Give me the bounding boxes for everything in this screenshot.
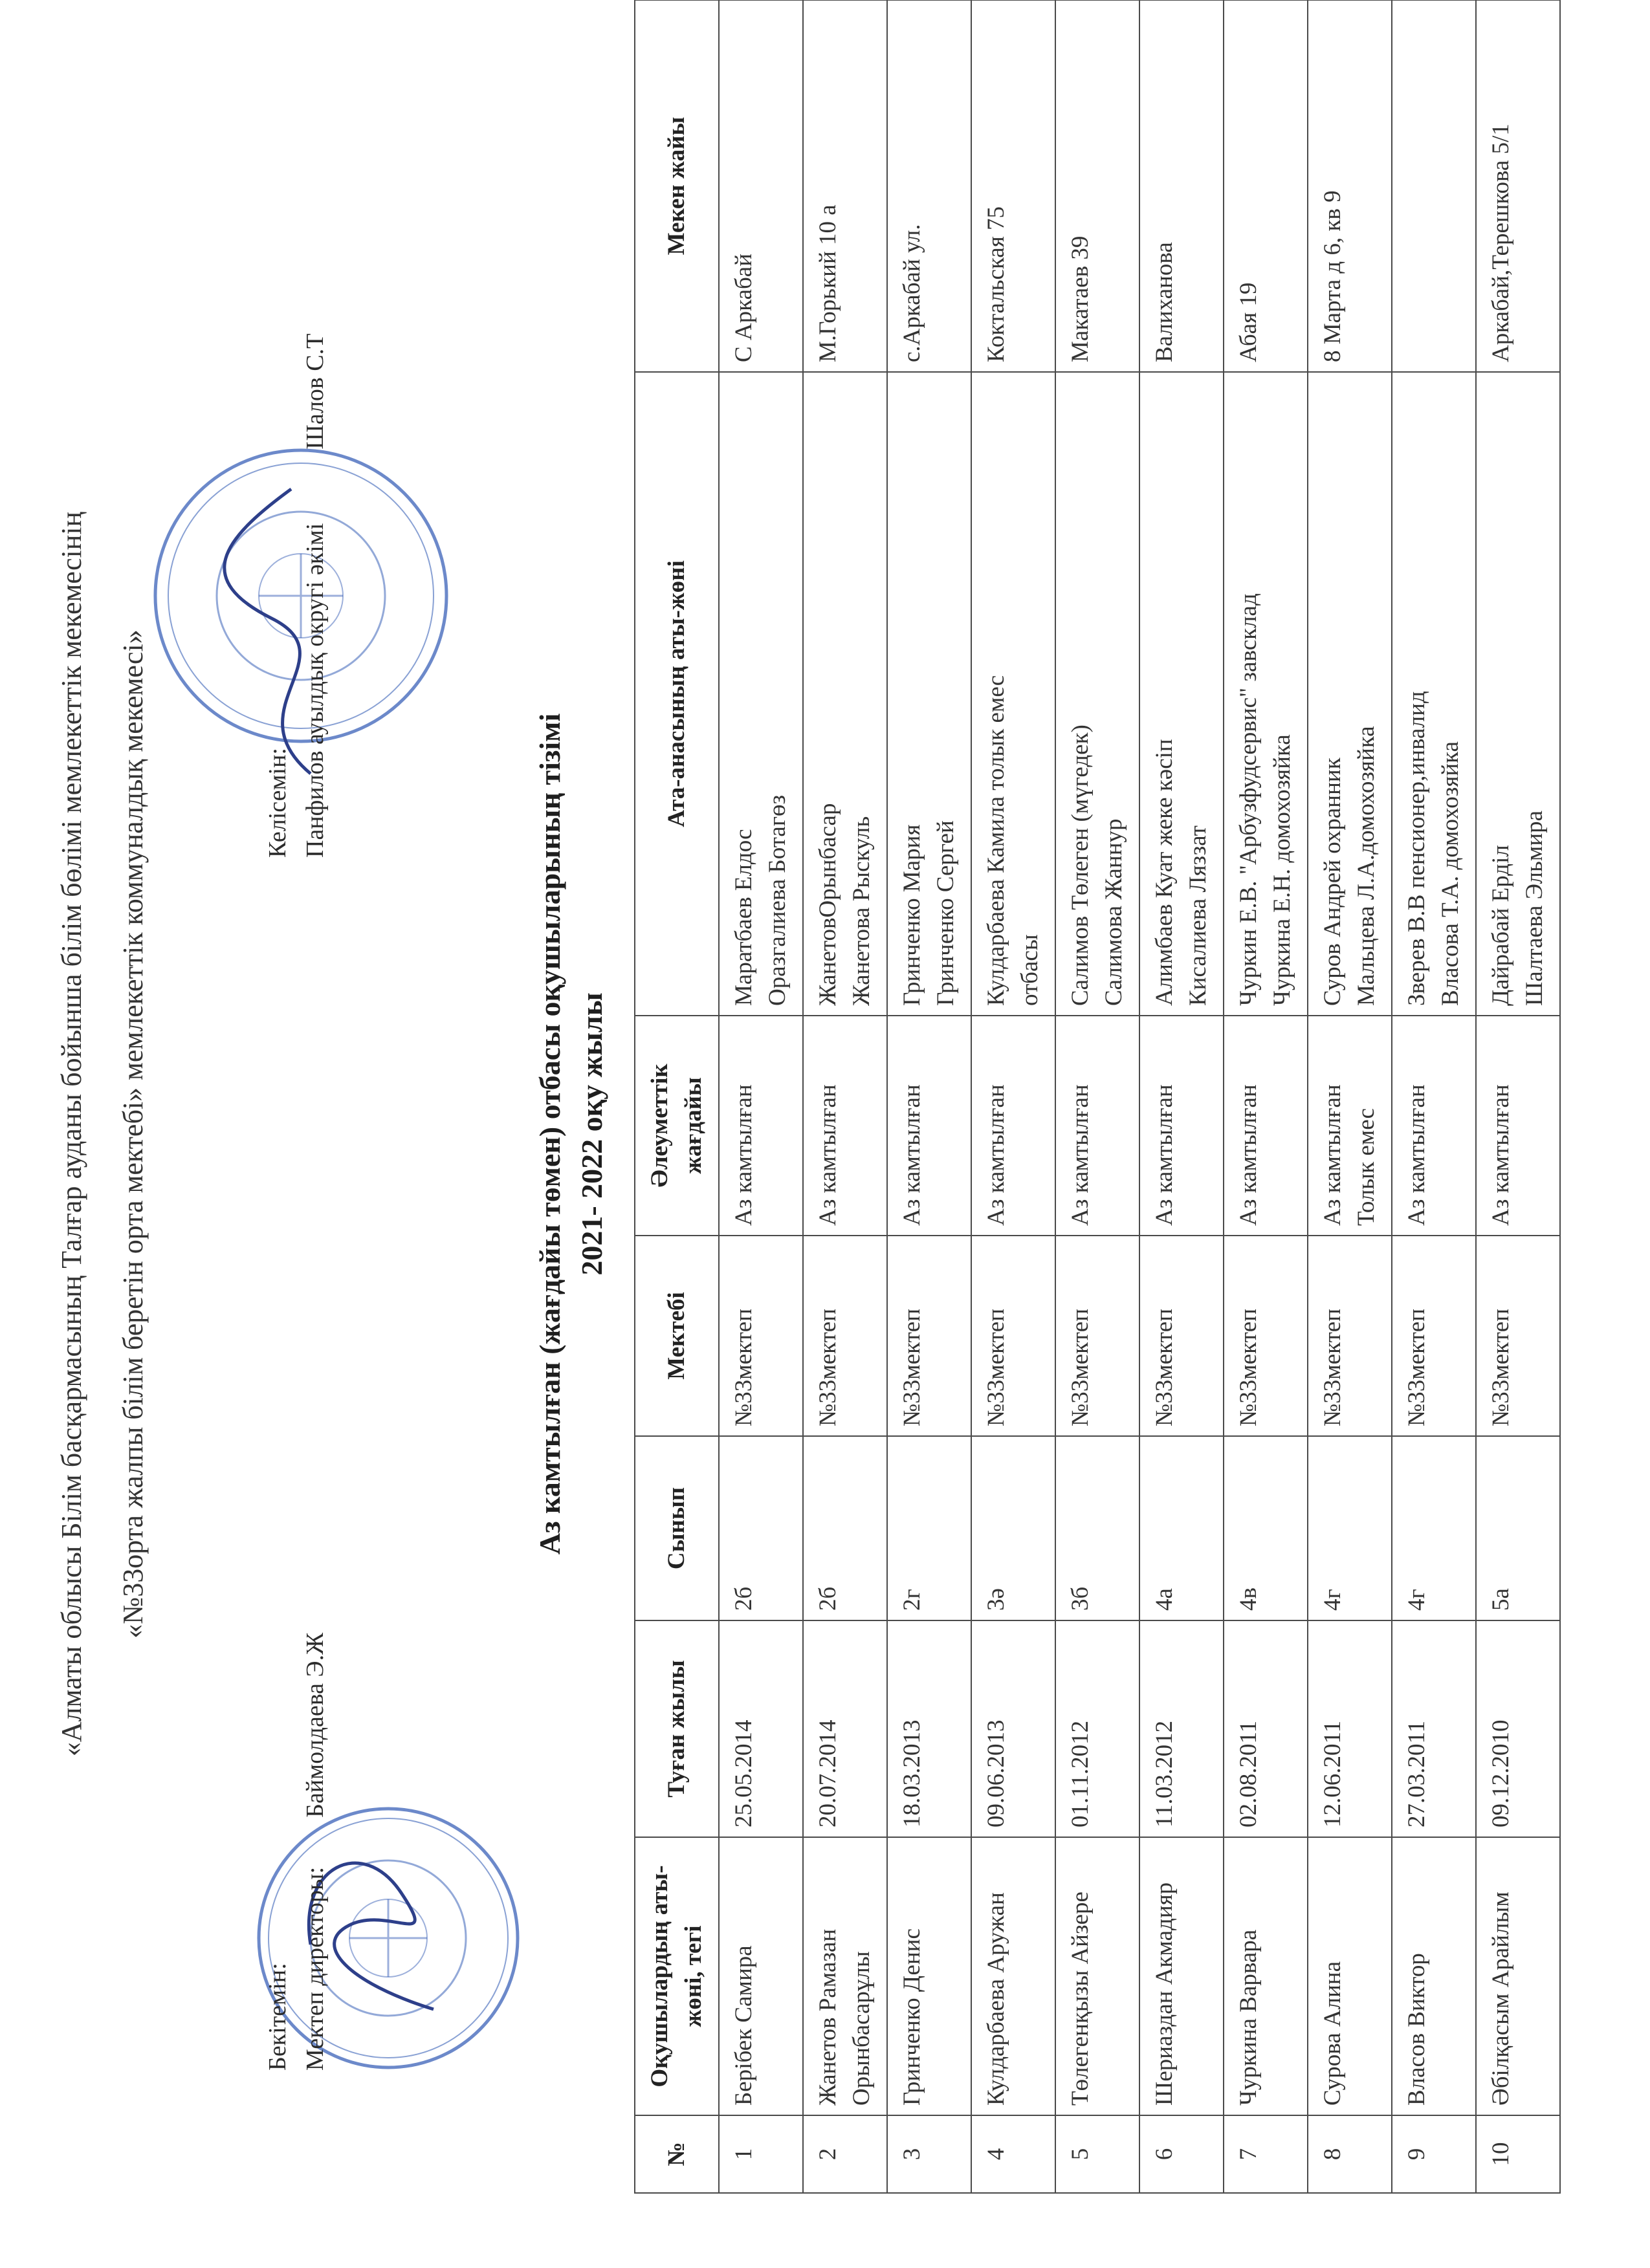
cell-student-name-text: Жанетов Рамазан Орынбасарұлы xyxy=(815,1928,875,2106)
cell-number-text: 2 xyxy=(815,2148,841,2161)
cell-student-name xyxy=(1392,1837,1476,2115)
cell-number xyxy=(1055,2115,1139,2193)
cell-parents-text: Салимова Жаннур xyxy=(1101,818,1127,1006)
cell-school-text: №33мектеп xyxy=(731,1308,757,1426)
cell-parents-text: Мальцева Л.А.домохозяйка xyxy=(1353,726,1380,1006)
cell-school-text: №33мектеп xyxy=(1067,1308,1094,1426)
table-row xyxy=(1224,0,1308,2193)
cell-social-status xyxy=(971,1016,1055,1236)
agreement-block xyxy=(259,334,334,858)
cell-class-text: 5а xyxy=(1488,1588,1514,1611)
cell-student-name xyxy=(887,1837,971,2115)
cell-student-name xyxy=(1139,1837,1224,2115)
cell-school xyxy=(971,1236,1055,1436)
cell-social-status-text: Аз камтылған xyxy=(1151,1084,1178,1226)
cell-address xyxy=(719,0,803,372)
cell-address xyxy=(803,0,887,372)
cell-birth-date xyxy=(971,1620,1055,1837)
cell-parents-text: Гринченко Сергей xyxy=(932,820,959,1006)
cell-number xyxy=(803,2115,887,2193)
agree-label: Келісемін: xyxy=(264,748,291,858)
cell-school xyxy=(1308,1236,1392,1436)
cell-address xyxy=(1055,0,1139,372)
cell-social-status xyxy=(1308,1016,1392,1236)
cell-address-text: 8 Марта д 6, кв 9 xyxy=(1319,190,1346,362)
cell-number xyxy=(1139,2115,1224,2193)
cell-number-text: 7 xyxy=(1235,2148,1262,2161)
cell-class xyxy=(719,1436,803,1620)
cell-parents xyxy=(1476,372,1560,1016)
cell-parents-text: Суров Андрей охранник xyxy=(1319,758,1346,1006)
cell-class xyxy=(971,1436,1055,1620)
approve-position: Мектеп директоры: xyxy=(302,1866,329,2071)
cell-address xyxy=(971,0,1055,372)
cell-number xyxy=(1476,2115,1560,2193)
col-header-birth-date: Туған жылы xyxy=(635,1620,719,1837)
cell-social-status-text: Аз камтылған xyxy=(899,1084,925,1226)
cell-birth-date xyxy=(1308,1620,1392,1837)
cell-birth-date xyxy=(1224,1620,1308,1837)
cell-school-text: №33мектеп xyxy=(899,1308,925,1426)
cell-student-name-text: Шериаздан Акмадияр xyxy=(1151,1882,1178,2106)
document-title: Аз камтылған (жағдайы төмен) отбасы оқушыларының тізімі xyxy=(533,713,566,1555)
approve-signer xyxy=(296,1633,334,2071)
cell-school-text: №33мектеп xyxy=(1403,1308,1430,1426)
cell-social-status-text: Аз камтылған xyxy=(1488,1084,1514,1226)
cell-address-text: Аркабай,Терешкова 5/1 xyxy=(1488,124,1514,362)
cell-school-text: №33мектеп xyxy=(1235,1308,1262,1426)
cell-number xyxy=(971,2115,1055,2193)
cell-class-text: 3ә xyxy=(983,1588,1009,1611)
cell-parents xyxy=(1224,372,1308,1016)
cell-school xyxy=(1476,1236,1560,1436)
cell-school xyxy=(1392,1236,1476,1436)
cell-birth-date xyxy=(1139,1620,1224,1837)
cell-birth-date xyxy=(803,1620,887,1837)
table-row xyxy=(803,0,887,2193)
cell-school-text: №33мектеп xyxy=(983,1308,1009,1426)
cell-class-text: 2г xyxy=(899,1589,925,1611)
cell-class-text: 3б xyxy=(1067,1586,1094,1611)
cell-address-text: Валиханова xyxy=(1151,242,1178,362)
approve-label: Бекітемін: xyxy=(264,1963,291,2071)
cell-social-status-text: Аз камтылған xyxy=(1403,1084,1430,1226)
cell-address-text: Абая 19 xyxy=(1235,282,1262,362)
cell-address xyxy=(1139,0,1224,372)
cell-birth-date xyxy=(1476,1620,1560,1837)
cell-address xyxy=(1476,0,1560,372)
approval-block xyxy=(259,1633,334,2071)
cell-address xyxy=(887,0,971,372)
cell-class xyxy=(803,1436,887,1620)
agree-name: Шалов С.Т xyxy=(302,333,329,450)
cell-address-text: М.Горький 10 а xyxy=(815,204,841,362)
cell-class xyxy=(1139,1436,1224,1620)
table-row xyxy=(1308,0,1392,2193)
cell-number xyxy=(887,2115,971,2193)
cell-parents xyxy=(1392,372,1476,1016)
col-header-address: Мекен жайы xyxy=(635,0,719,372)
cell-social-status-text: Аз камтылған xyxy=(983,1084,1009,1226)
cell-student-name-text: Әбілқасым Арайлым xyxy=(1488,1892,1514,2106)
cell-parents-text: Алимбаев Куат жеке кәсіп xyxy=(1151,739,1178,1006)
cell-parents-text: Оразгалиева Ботагөз xyxy=(764,794,791,1006)
cell-student-name xyxy=(971,1837,1055,2115)
col-header-social-status: Әлеуметтік жағдайы xyxy=(635,1016,719,1236)
cell-number-text: 9 xyxy=(1403,2148,1430,2161)
cell-student-name xyxy=(803,1837,887,2115)
cell-student-name-text: Чуркина Варвара xyxy=(1235,1929,1262,2106)
cell-birth-date xyxy=(887,1620,971,1837)
cell-birth-date xyxy=(1055,1620,1139,1837)
table-header-row xyxy=(635,0,719,2193)
cell-social-status xyxy=(1139,1016,1224,1236)
cell-social-status-text: Аз камтылған xyxy=(1067,1084,1094,1226)
cell-parents-text: Кулдарбаева Камила толык емес xyxy=(983,675,1009,1006)
cell-student-name-text: Кулдарбаева Аружан xyxy=(983,1892,1009,2106)
cell-birth-date-text: 09.12.2010 xyxy=(1488,1719,1514,1827)
cell-birth-date-text: 12.06.2011 xyxy=(1319,1720,1346,1827)
students-table xyxy=(634,0,1561,2194)
cell-number xyxy=(1392,2115,1476,2193)
cell-social-status xyxy=(1476,1016,1560,1236)
cell-school-text: №33мектеп xyxy=(815,1308,841,1426)
cell-birth-date-text: 20.07.2014 xyxy=(815,1719,841,1827)
table-row xyxy=(1139,0,1224,2193)
cell-social-status xyxy=(1055,1016,1139,1236)
cell-number-text: 5 xyxy=(1067,2148,1094,2161)
cell-parents xyxy=(803,372,887,1016)
cell-number-text: 1 xyxy=(731,2148,757,2161)
cell-parents-text: Чуркин Е.В. "Арбузфудсервис" завсклад xyxy=(1235,593,1262,1006)
cell-parents-text: Дайрабай Ерділ xyxy=(1488,845,1514,1006)
cell-address-text: Макатаев 39 xyxy=(1067,235,1094,362)
header-line-1: «Алматы облысы Білім басқармасының Талғар ауданы бойынша білім бөлімі мемлекеттік мекемесінің xyxy=(56,511,87,1757)
cell-class xyxy=(1224,1436,1308,1620)
cell-class-text: 2б xyxy=(815,1586,841,1611)
cell-parents-text: Жанетова Рыскуль xyxy=(848,816,875,1006)
cell-parents-text: Гринченко Мария xyxy=(899,824,925,1006)
cell-parents-text: Кисалиева Ляззат xyxy=(1185,825,1211,1006)
cell-class-text: 4в xyxy=(1235,1587,1262,1611)
cell-social-status xyxy=(1392,1016,1476,1236)
cell-social-status-text: Аз камтылған xyxy=(731,1084,757,1226)
cell-social-status xyxy=(803,1016,887,1236)
col-header-parents: Ата-анасының аты-жөні xyxy=(635,372,719,1016)
col-header-class: Сынып xyxy=(635,1436,719,1620)
cell-class-text: 4г xyxy=(1403,1589,1430,1611)
cell-school xyxy=(887,1236,971,1436)
cell-student-name xyxy=(1476,1837,1560,2115)
cell-class-text: 4г xyxy=(1319,1589,1346,1611)
header-line-2: «№33орта жалпы білім беретін орта мектебі» мемлекеттік коммуналдық мекемесі» xyxy=(117,629,149,1639)
cell-school xyxy=(1224,1236,1308,1436)
cell-student-name xyxy=(1308,1837,1392,2115)
cell-student-name xyxy=(1224,1837,1308,2115)
cell-number-text: 3 xyxy=(899,2148,925,2161)
cell-class xyxy=(1392,1436,1476,1620)
table-row xyxy=(971,0,1055,2193)
cell-student-name xyxy=(1055,1837,1139,2115)
cell-school-text: №33мектеп xyxy=(1151,1308,1178,1426)
cell-parents-text: Зверев В.В пенсионер,инвалид xyxy=(1403,691,1430,1006)
cell-school xyxy=(803,1236,887,1436)
cell-number-text: 6 xyxy=(1151,2148,1178,2161)
cell-number-text: 10 xyxy=(1488,2142,1514,2166)
cell-address xyxy=(1224,0,1308,372)
table-row xyxy=(887,0,971,2193)
cell-school xyxy=(1055,1236,1139,1436)
col-header-student-name: Оқушылардың аты-жөні, тегі xyxy=(635,1837,719,2115)
cell-student-name xyxy=(719,1837,803,2115)
academic-year: 2021- 2022 оқу жылы xyxy=(575,992,608,1276)
cell-birth-date xyxy=(719,1620,803,1837)
approve-name: Баймолдаева Э.Ж xyxy=(302,1632,329,1818)
cell-parents xyxy=(1055,372,1139,1016)
cell-number-text: 8 xyxy=(1319,2148,1346,2161)
cell-class xyxy=(1055,1436,1139,1620)
cell-birth-date xyxy=(1392,1620,1476,1837)
cell-parents-text: отбасы xyxy=(1017,934,1043,1006)
cell-address xyxy=(1392,0,1476,372)
col-header-number: № xyxy=(635,2115,719,2193)
cell-parents xyxy=(971,372,1055,1016)
cell-social-status xyxy=(719,1016,803,1236)
cell-number xyxy=(1308,2115,1392,2193)
cell-number xyxy=(1224,2115,1308,2193)
cell-address-text: Коктальская 75 xyxy=(983,206,1009,362)
cell-birth-date-text: 18.03.2013 xyxy=(899,1719,925,1827)
agree-signer xyxy=(296,334,334,858)
cell-parents-text: Чуркина Е.Н. домохозяйка xyxy=(1269,734,1295,1006)
cell-address-text: с.Аркабай ул. xyxy=(899,224,925,362)
cell-student-name-text: Гринченко Денис xyxy=(899,1928,925,2106)
cell-class-text: 2б xyxy=(731,1586,757,1611)
cell-birth-date-text: 01.11.2012 xyxy=(1067,1720,1094,1827)
cell-parents-text: Власова Т.А. домохозяйка xyxy=(1437,741,1464,1006)
cell-school-text: №33мектеп xyxy=(1319,1308,1346,1426)
cell-birth-date-text: 02.08.2011 xyxy=(1235,1720,1262,1827)
table-row xyxy=(719,0,803,2193)
cell-social-status-text: Аз камтылған xyxy=(1319,1084,1346,1226)
cell-class-text: 4а xyxy=(1151,1588,1178,1611)
cell-class xyxy=(1308,1436,1392,1620)
cell-social-status-text: Толык емес xyxy=(1353,1108,1380,1226)
cell-parents-text: Салимов Төлеген (мүгедек) xyxy=(1067,725,1094,1006)
cell-school xyxy=(1139,1236,1224,1436)
cell-class xyxy=(1476,1436,1560,1620)
cell-social-status xyxy=(1224,1016,1308,1236)
cell-address xyxy=(1308,0,1392,372)
cell-student-name-text: Власов Виктор xyxy=(1403,1953,1430,2106)
table-row xyxy=(1392,0,1476,2193)
table-row xyxy=(1476,0,1560,2193)
cell-student-name-text: Берібек Самира xyxy=(731,1945,757,2106)
cell-number-text: 4 xyxy=(983,2148,1009,2161)
agree-position: Панфилов ауылдық округі әкімі xyxy=(302,523,329,858)
cell-social-status-text: Аз камтылған xyxy=(815,1084,841,1226)
cell-social-status-text: Аз камтылған xyxy=(1235,1084,1262,1226)
cell-student-name-text: Сурова Алина xyxy=(1319,1961,1346,2106)
cell-class xyxy=(887,1436,971,1620)
cell-birth-date-text: 11.03.2012 xyxy=(1151,1720,1178,1827)
cell-school-text: №33мектеп xyxy=(1488,1308,1514,1426)
cell-birth-date-text: 09.06.2013 xyxy=(983,1719,1009,1827)
cell-parents-text: Маратбаев Елдос xyxy=(731,829,757,1006)
col-header-school: Мектебі xyxy=(635,1236,719,1436)
cell-birth-date-text: 25.05.2014 xyxy=(731,1719,757,1827)
cell-parents-text: ЖанетовОрынбасар xyxy=(815,803,841,1006)
cell-parents xyxy=(1308,372,1392,1016)
cell-number xyxy=(719,2115,803,2193)
cell-parents-text: Шалтаева Эльмира xyxy=(1521,810,1548,1006)
cell-school xyxy=(719,1236,803,1436)
cell-address-text: С Аркабай xyxy=(731,253,757,362)
cell-social-status xyxy=(887,1016,971,1236)
cell-parents xyxy=(887,372,971,1016)
table-row xyxy=(1055,0,1139,2193)
cell-student-name-text: Төлегенқызы Айзере xyxy=(1067,1892,1094,2106)
cell-parents xyxy=(719,372,803,1016)
cell-parents xyxy=(1139,372,1224,1016)
cell-birth-date-text: 27.03.2011 xyxy=(1403,1720,1430,1827)
